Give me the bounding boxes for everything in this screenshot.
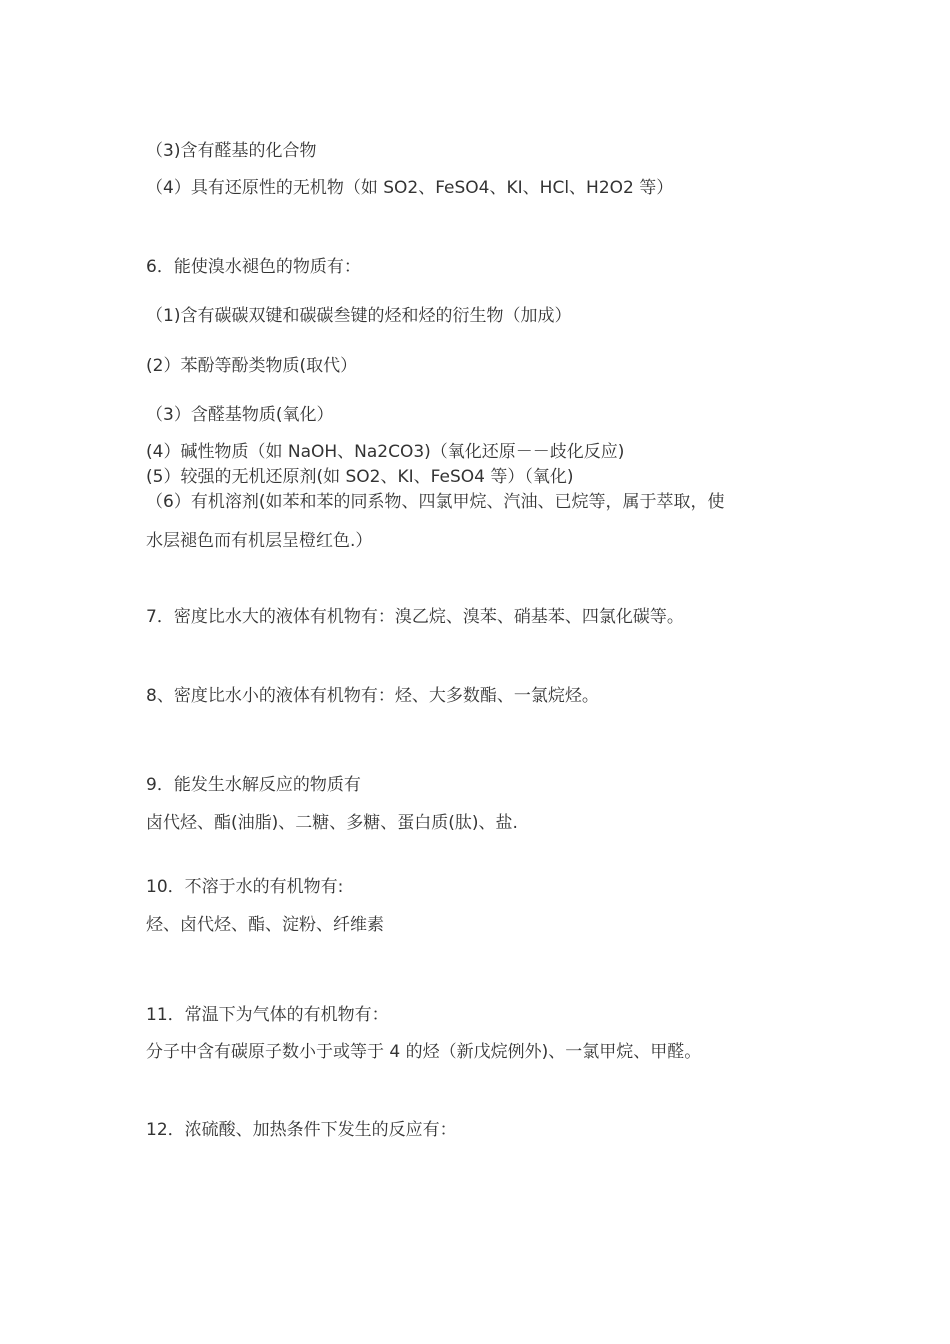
text-line: （3）含醛基物质(氧化） — [146, 405, 334, 425]
text-line: (4）碱性物质（如 NaOH、Na2CO3)（氧化还原－－歧化反应) — [146, 442, 625, 462]
text-line: (2）苯酚等酚类物质(取代） — [146, 356, 358, 376]
text-line: (5）较强的无机还原剂(如 SO2、KI、FeSO4 等）（氧化) — [146, 467, 574, 487]
section-heading: 12．浓硫酸、加热条件下发生的反应有： — [146, 1120, 457, 1140]
section-heading: 7．密度比水大的液体有机物有：溴乙烷、溴苯、硝基苯、四氯化碳等。 — [146, 607, 684, 627]
text-line: （4）具有还原性的无机物（如 SO2、FeSO4、KI、HCl、H2O2 等） — [146, 178, 674, 198]
text-line: （1)含有碳碳双键和碳碳叁键的烃和烃的衍生物（加成） — [146, 306, 572, 326]
section-heading: 8、密度比水小的液体有机物有：烃、大多数酯、一氯烷烃。 — [146, 686, 599, 706]
text-line: 水层褪色而有机层呈橙红色.） — [146, 531, 373, 551]
text-line: 烃、卤代烃、酯、淀粉、纤维素 — [146, 915, 384, 935]
section-heading: 11．常温下为气体的有机物有： — [146, 1005, 389, 1025]
text-line: 卤代烃、酯(油脂)、二糖、多糖、蛋白质(肽)、盐. — [146, 813, 518, 833]
section-heading: 10．不溶于水的有机物有: — [146, 877, 344, 897]
section-heading: 9．能发生水解反应的物质有 — [146, 775, 361, 795]
text-line: （3)含有醛基的化合物 — [146, 141, 317, 161]
section-heading: 6．能使溴水褪色的物质有： — [146, 257, 361, 277]
text-line: （6）有机溶剂(如苯和苯的同系物、四氯甲烷、汽油、已烷等，属于萃取，使 — [146, 492, 725, 512]
text-line: 分子中含有碳原子数小于或等于 4 的烃（新戊烷例外)、一氯甲烷、甲醛。 — [146, 1042, 702, 1062]
